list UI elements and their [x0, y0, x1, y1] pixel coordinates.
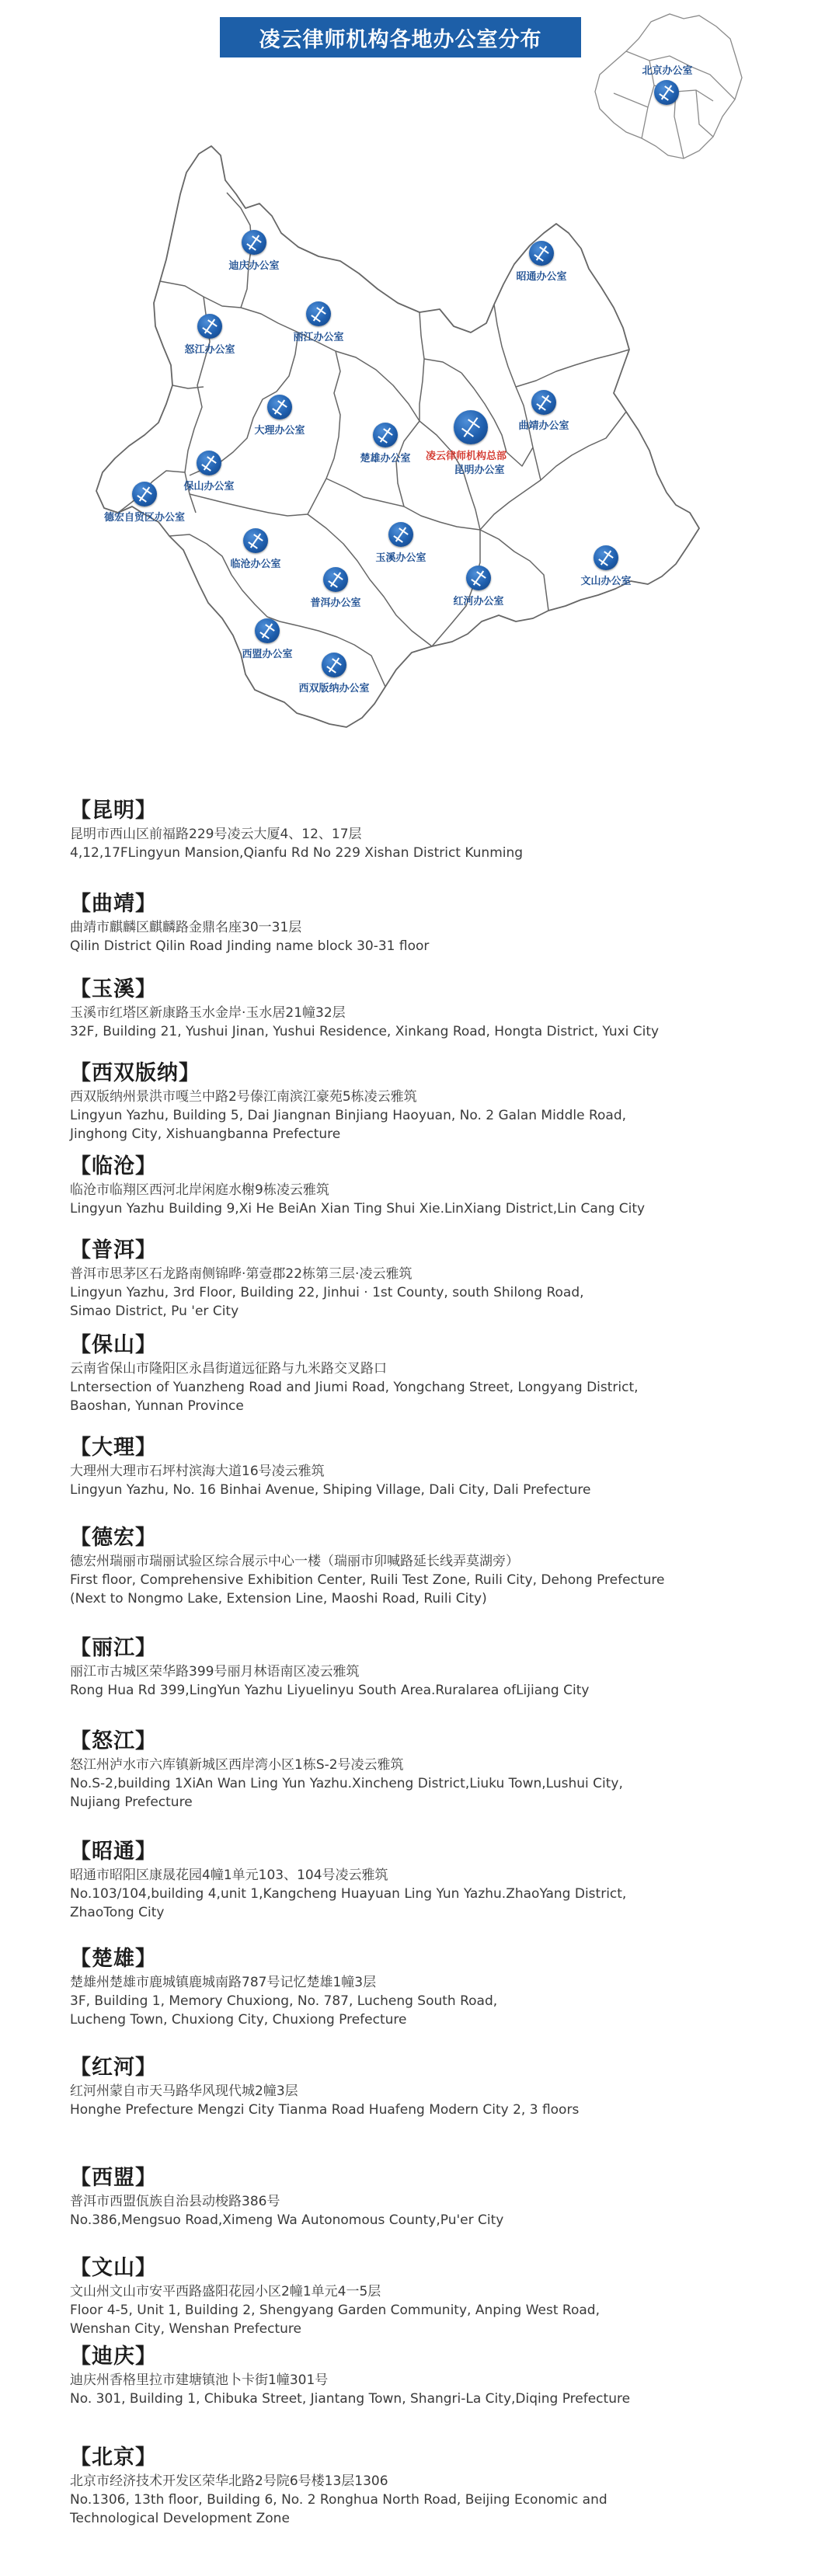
office-marker-puer[interactable]	[273, 567, 398, 609]
office-label-kunming: 昆明办公室	[454, 465, 505, 476]
office-label-lincang: 临沧办公室	[230, 559, 281, 570]
address-chinese: 临沧市临翔区西河北岸闲庭水榭9栋凌云雅筑	[70, 1182, 329, 1198]
office-label-puer: 普洱办公室	[310, 597, 361, 609]
address-lincang	[70, 1154, 792, 1218]
address-chinese: 云南省保山市隆阳区永昌街道远征路与九米路交叉路口	[70, 1361, 387, 1377]
map-pin-icon	[531, 390, 556, 415]
address-kunming	[70, 799, 792, 862]
address-english: No.103/104,building 4,unit 1,Kangcheng Huayuan Ling Yun Yazhu.ZhaoYang District, ZhaoTong City	[70, 1886, 627, 1920]
city-name: 【德宏】	[70, 1526, 157, 1550]
address-qujing	[70, 892, 792, 956]
address-english: Lntersection of Yuanzheng Road and Jiumi Road, Yongchang Street, Longyang District, Baoshan, Yunnan Province	[70, 1380, 639, 1414]
address-dali	[70, 1436, 792, 1499]
office-label-dehong: 德宏自贸区办公室	[103, 512, 185, 524]
address-english: 3F, Building 1, Memory Chuxiong, No. 787, Lucheng South Road, Lucheng Town, Chuxiong City, Chuxiong Prefecture	[70, 1993, 498, 2028]
city-name: 【玉溪】	[70, 977, 157, 1001]
map-pin-icon	[388, 522, 413, 547]
address-wenshan	[70, 2256, 792, 2338]
address-chinese: 西双版纳州景洪市嘎兰中路2号傣江南滨江豪苑5栋凌云雅筑	[70, 1089, 417, 1105]
address-english: Qilin District Qilin Road Jinding name block 30-31 floor	[70, 938, 430, 954]
map-pin-icon	[466, 566, 491, 590]
office-marker-wenshan[interactable]	[544, 545, 668, 587]
office-label-chuxiong: 楚雄办公室	[360, 453, 411, 465]
office-marker-lijiang[interactable]	[256, 301, 381, 343]
office-label-zhaotong: 昭通办公室	[516, 271, 567, 283]
city-name: 【迪庆】	[70, 2345, 157, 2369]
address-english: Lingyun Yazhu, No. 16 Binhai Avenue, Shiping Village, Dali City, Dali Prefecture	[70, 1482, 591, 1498]
city-name: 【怒江】	[70, 1729, 157, 1753]
address-chuxiong	[70, 1947, 792, 2029]
city-name: 【曲靖】	[70, 892, 157, 916]
city-name: 【临沧】	[70, 1154, 157, 1178]
address-chinese: 昆明市西山区前福路229号凌云大厦4、12、17层	[70, 827, 362, 842]
city-name: 【楚雄】	[70, 1947, 157, 1971]
office-label-nujiang: 怒江办公室	[184, 344, 235, 356]
address-dehong	[70, 1526, 792, 1608]
yunnan-map	[0, 0, 839, 761]
address-english: Lingyun Yazhu, 3rd Floor, Building 22, Jinhui · 1st County, south Shilong Road, Simao District, Pu 'er City	[70, 1285, 584, 1319]
address-chinese: 北京市经济技术开发区荣华北路2号院6号楼13层1306	[70, 2473, 388, 2489]
address-chinese: 普洱市思茅区石龙路南侧锦晔·第壹郡22栋第三层·凌云雅筑	[70, 1266, 413, 1282]
hq-label: 凌云律师机构总部	[426, 451, 507, 462]
office-marker-diqing[interactable]	[192, 230, 316, 272]
address-chinese: 曲靖市麒麟区麒麟路金鼎名座30一31层	[70, 920, 302, 935]
address-english: No.386,Mengsuo Road,Ximeng Wa Autonomous County,Pu'er City	[70, 2212, 504, 2228]
address-english: Floor 4-5, Unit 1, Building 2, Shengyang Garden Community, Anping West Road, Wenshan City, Wenshan Prefecture	[70, 2303, 600, 2337]
city-name: 【昆明】	[70, 799, 157, 823]
map-pin-icon	[197, 451, 221, 475]
address-chinese: 大理州大理市石坪村滨海大道16号凌云雅筑	[70, 1464, 325, 1479]
address-english: First floor, Comprehensive Exhibition Center, Ruili Test Zone, Ruili City, Dehong Prefecture (Next to Nongmo Lake, Extension Line, Maoshi Road, Ruili City)	[70, 1572, 665, 1607]
office-marker-xishuangbanna[interactable]	[272, 653, 396, 694]
map-pin-icon	[197, 314, 222, 339]
office-label-lijiang: 丽江办公室	[293, 332, 344, 343]
address-chinese: 迪庆州香格里拉市建塘镇池卜卡街1幢301号	[70, 2372, 329, 2388]
city-name: 【普洱】	[70, 1238, 157, 1262]
map-pin-icon	[529, 241, 554, 266]
address-diqing	[70, 2345, 792, 2408]
office-label-baoshan: 保山办公室	[183, 481, 235, 493]
office-map	[0, 0, 839, 761]
office-marker-lincang[interactable]	[193, 528, 318, 570]
map-pin-icon	[242, 230, 266, 255]
address-honghe	[70, 2056, 792, 2119]
address-english: Lingyun Yazhu, Building 5, Dai Jiangnan Binjiang Haoyuan, No. 2 Galan Middle Road, Jinghong City, Xishuangbanna Prefecture	[70, 1108, 627, 1142]
address-nujiang	[70, 1729, 792, 1812]
city-name: 【北京】	[70, 2445, 157, 2470]
address-english: Rong Hua Rd 399,LingYun Yazhu Liyuelinyu South Area.Ruralarea ofLijiang City	[70, 1683, 590, 1698]
address-chinese: 玉溪市红塔区新康路玉水金岸·玉水居21幢32层	[70, 1005, 346, 1021]
address-chinese: 楚雄州楚雄市鹿城镇鹿城南路787号记忆楚雄1幢3层	[70, 1975, 377, 1990]
page-title: 凌云律师机构各地办公室分布	[220, 17, 581, 57]
address-chinese: 昭通市昭阳区康晟花园4幢1单元103、104号凌云雅筑	[70, 1868, 388, 1883]
office-marker-honghe[interactable]	[416, 566, 541, 607]
office-label-ximeng: 西盟办公室	[242, 649, 293, 660]
address-puer	[70, 1238, 792, 1321]
address-ximeng	[70, 2166, 792, 2230]
office-label-diqing: 迪庆办公室	[228, 260, 280, 272]
address-chinese: 普洱市西盟佤族自治县动梭路386号	[70, 2194, 280, 2209]
address-xishuangbanna	[70, 1061, 792, 1144]
office-label-qujing: 曲靖办公室	[518, 420, 569, 432]
city-name: 【西双版纳】	[70, 1061, 200, 1085]
map-pin-icon	[267, 395, 292, 419]
headquarters-pin-icon	[454, 410, 488, 444]
address-beijing	[70, 2445, 792, 2528]
office-label-dali: 大理办公室	[254, 425, 305, 437]
address-zhaotong	[70, 1840, 792, 1922]
city-name: 【昭通】	[70, 1840, 157, 1864]
address-yuxi	[70, 977, 792, 1041]
office-marker-nujiang[interactable]	[148, 314, 272, 356]
office-label-xishuangbanna: 西双版纳办公室	[298, 683, 370, 694]
address-lijiang	[70, 1636, 792, 1700]
address-english: No. 301, Building 1, Chibuka Street, Jiantang Town, Shangri-La City,Diqing Prefecture	[70, 2391, 631, 2407]
city-name: 【保山】	[70, 1333, 157, 1357]
map-pin-icon	[323, 567, 348, 592]
city-name: 【大理】	[70, 1436, 157, 1460]
office-marker-dehong[interactable]	[82, 482, 207, 524]
map-pin-icon	[306, 301, 331, 326]
map-pin-icon	[132, 482, 157, 506]
address-english: 32F, Building 21, Yushui Jinan, Yushui Residence, Xinkang Road, Hongta District, Yuxi City	[70, 1024, 660, 1039]
address-english: No.S-2,building 1XiAn Wan Ling Yun Yazhu.Xincheng District,Liuku Town,Lushui City, Nujiang Prefecture	[70, 1776, 623, 1810]
city-name: 【文山】	[70, 2256, 157, 2280]
office-label-yuxi: 玉溪办公室	[375, 552, 426, 564]
map-pin-icon	[594, 545, 618, 570]
city-name: 【丽江】	[70, 1636, 157, 1660]
office-label-wenshan: 文山办公室	[580, 576, 632, 587]
address-baoshan	[70, 1333, 792, 1415]
office-marker-yuxi[interactable]	[339, 522, 463, 564]
address-chinese: 丽江市古城区荣华路399号丽月林语南区凌云雅筑	[70, 1664, 360, 1680]
map-pin-icon	[322, 653, 346, 677]
office-marker-beijing[interactable]	[604, 80, 729, 105]
map-pin-icon	[373, 423, 398, 447]
map-pin-icon	[654, 80, 679, 105]
address-chinese: 怒江州泸水市六库镇新城区西岸湾小区1栋S-2号凌云雅筑	[70, 1757, 404, 1773]
address-english: Lingyun Yazhu Building 9,Xi He BeiAn Xian Ting Shui Xie.LinXiang District,Lin Cang City	[70, 1201, 646, 1217]
city-name: 【红河】	[70, 2056, 157, 2080]
address-chinese: 红河州蒙自市天马路华风现代城2幢3层	[70, 2083, 298, 2099]
map-pin-icon	[255, 618, 280, 643]
address-english: Honghe Prefecture Mengzi City Tianma Road Huafeng Modern City 2, 3 floors	[70, 2102, 580, 2118]
map-pin-icon	[243, 528, 268, 553]
address-chinese: 德宏州瑞丽市瑞丽试验区综合展示中心一楼（瑞丽市卯喊路延长线弄莫湖旁）	[70, 1554, 519, 1569]
office-marker-kunming[interactable]	[409, 410, 533, 444]
office-label-beijing: 北京办公室	[642, 65, 693, 77]
city-name: 【西盟】	[70, 2166, 157, 2190]
address-english: No.1306, 13th floor, Building 6, No. 2 Ronghua North Road, Beijing Economic and Technological Development Zone	[70, 2492, 607, 2526]
office-marker-zhaotong[interactable]	[479, 241, 604, 283]
address-chinese: 文山州文山市安平西路盛阳花园小区2幢1单元4一5层	[70, 2284, 381, 2299]
address-english: 4,12,17FLingyun Mansion,Qianfu Rd No 229 Xishan District Kunming	[70, 845, 524, 861]
office-label-honghe: 红河办公室	[453, 596, 504, 607]
